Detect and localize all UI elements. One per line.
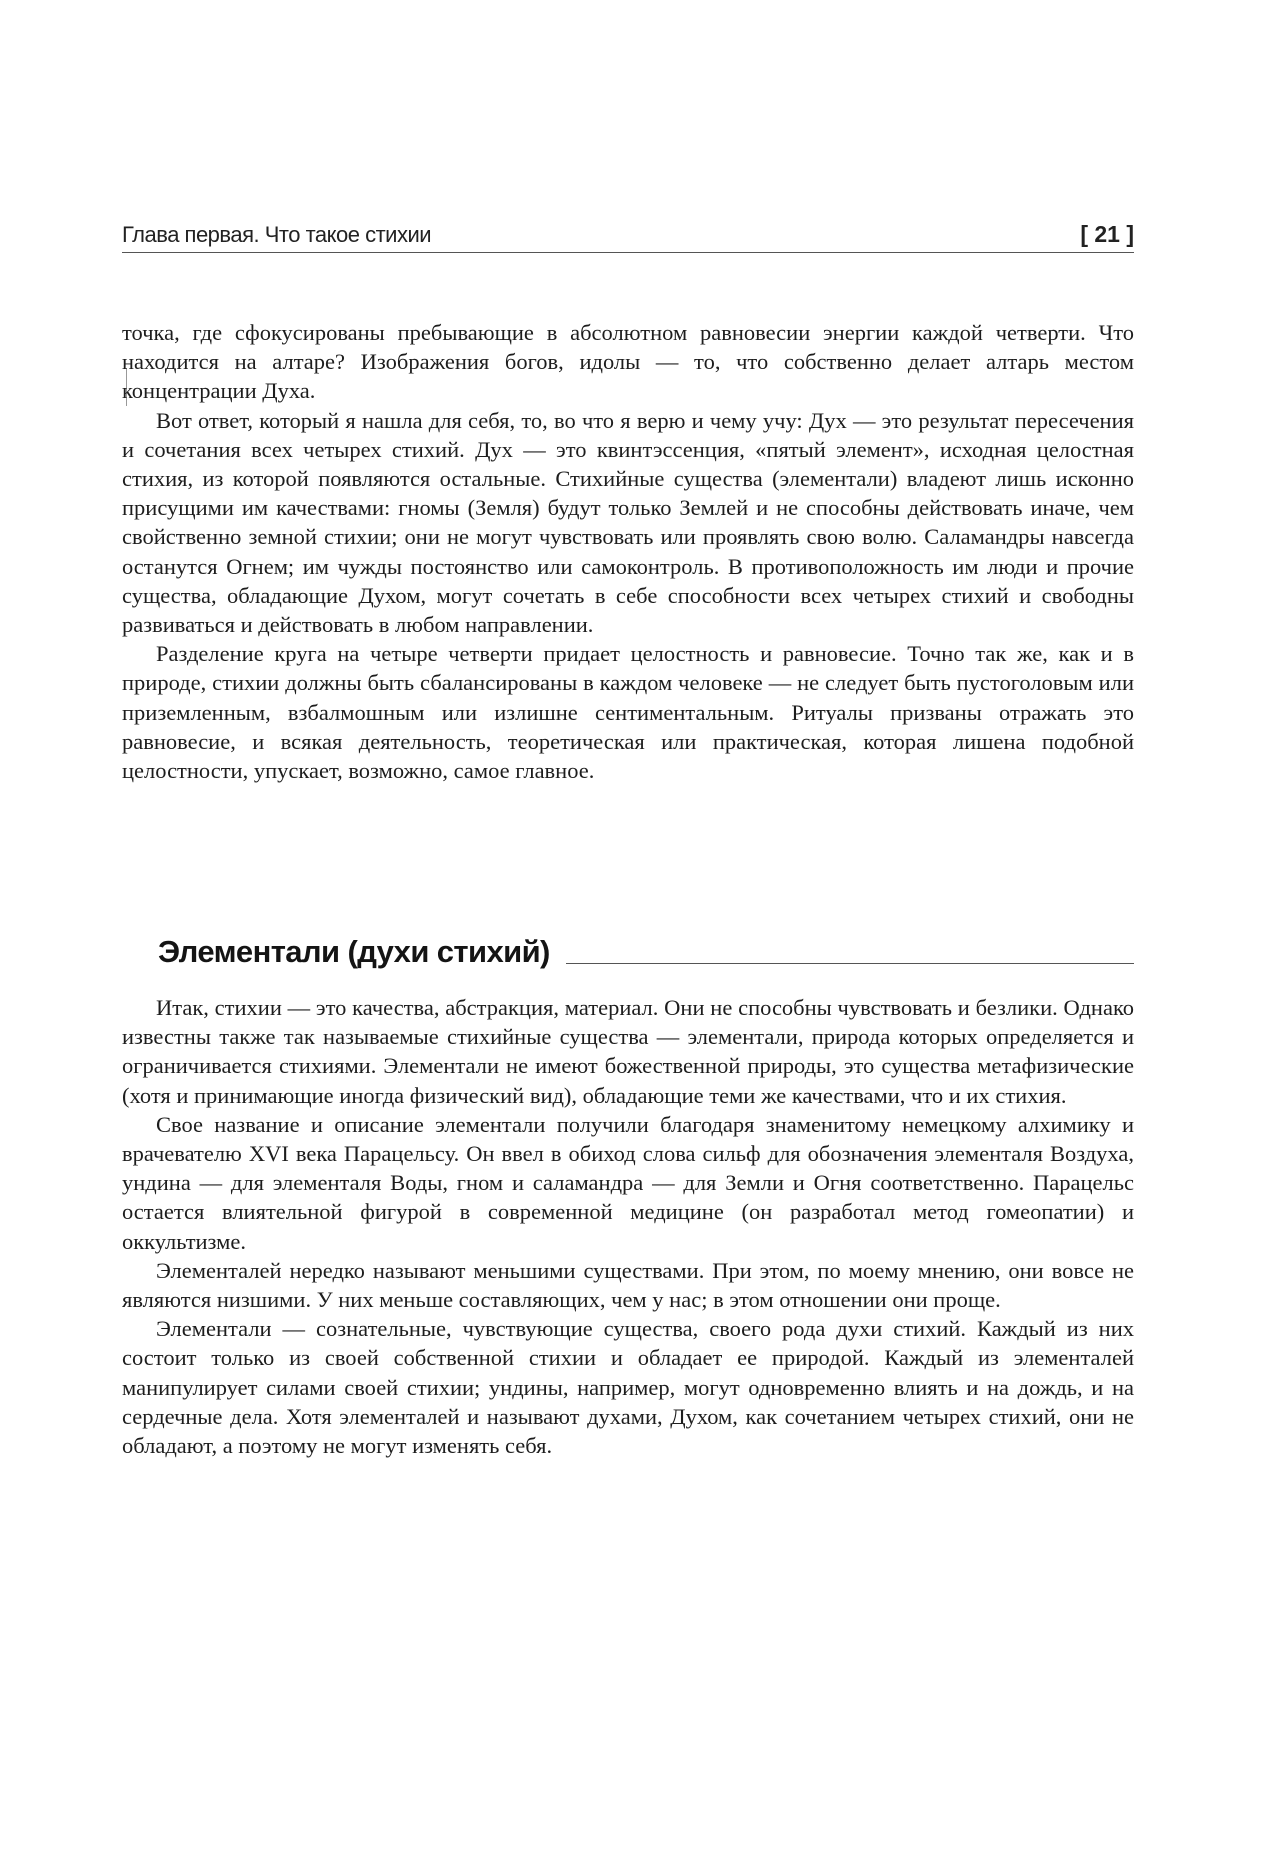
- paragraph: точка, где сфокусированы пребывающие в абсолютном равновесии энергии каждой четверти. Что находится на алтаре? Изображения богов, идолы — то, что собственно делает алтарь местом концентрации Духа.: [122, 320, 1134, 404]
- paragraph: Разделение круга на четыре четверти придает целостность и равновесие. Точно так же, как и в природе, стихии должны быть сбалансированы в каждом человеке — не следует быть пустоголовым или приземленным, взбалмошным или излишне сентиментальным. Ритуалы призваны отражать это равновесие, и всякая деятельность, теоретическая или практическая, которая лишена подобной целостности, упускает, возможно, самое главное.: [122, 641, 1134, 784]
- paragraph: Вот ответ, который я нашла для себя, то, во что я верю и чему учу: Дух — это результат пересечения и сочетания всех четырех стихий. Дух — это квинтэссенция, «пятый элемент», исходная целостная стихия, из которой появляются остальные. Стихийные существа (элементали) владеют лишь исконно присущими им качествами: гномы (Земля) будут только Землей и не способны действовать иначе, чем свойственно земной стихии; они не могут чувствовать или проявлять свою волю. Саламандры навсегда останутся Огнем; им чужды постоянство или самоконтроль. В противоположность им люди и прочие существа, обладающие Духом, могут сочетать в себе способности всех четырех стихий и свободны развиваться и действовать в любом направлении.: [122, 407, 1134, 638]
- header-rule: [122, 252, 1134, 253]
- heading-rule: [566, 963, 1134, 964]
- section-title: Элементали (духи стихий): [158, 934, 550, 969]
- page-number: [ 21 ]: [1080, 221, 1134, 247]
- chapter-title: Глава первая. Что такое стихии: [122, 222, 432, 247]
- section-heading: [158, 928, 1134, 972]
- body-text-top: [122, 318, 1134, 785]
- running-header: [122, 216, 1134, 248]
- body-text-section: [122, 993, 1134, 1460]
- paragraph: Свое название и описание элементали получили благодаря знаменитому немецкому алхимику и врачевателю XVI века Парацельсу. Он ввел в обиход слова сильф для обозначения элементаля Воздуха, ундина — для элементаля Воды, гном и саламандра — для Земли и Огня соответственно. Парацельс остается влиятельной фигурой в современной медицине (он разработал метод гомеопатии) и оккультизме.: [122, 1111, 1134, 1254]
- paragraph: Элементалей нередко называют меньшими существами. При этом, по моему мнению, они вовсе не являются низшими. У них меньше составляющих, чем у нас; в этом отношении они проще.: [122, 1257, 1134, 1313]
- paragraph: Итак, стихии — это качества, абстракция, материал. Они не способны чувствовать и безлики. Однако известны также так называемые стихийные существа — элементали, природа которых определяется и ограничивается стихиями. Элементали не имеют божественной природы, это существа метафизические (хотя и принимающие иногда физический вид), обладающие теми же качествами, что и их стихия.: [122, 995, 1134, 1108]
- book-page: [122, 0, 1134, 1850]
- paragraph: Элементали — сознательные, чувствующие существа, своего рода духи стихий. Каждый из них состоит только из своей собственной стихии и обладает ее природой. Каждый из элементалей манипулирует силами своей стихии; ундины, например, могут одновременно влиять и на дождь, и на сердечные дела. Хотя элементалей и называют духами, Духом, как сочетанием четырех стихий, они не обладают, а поэтому не могут изменять себя.: [122, 1316, 1134, 1459]
